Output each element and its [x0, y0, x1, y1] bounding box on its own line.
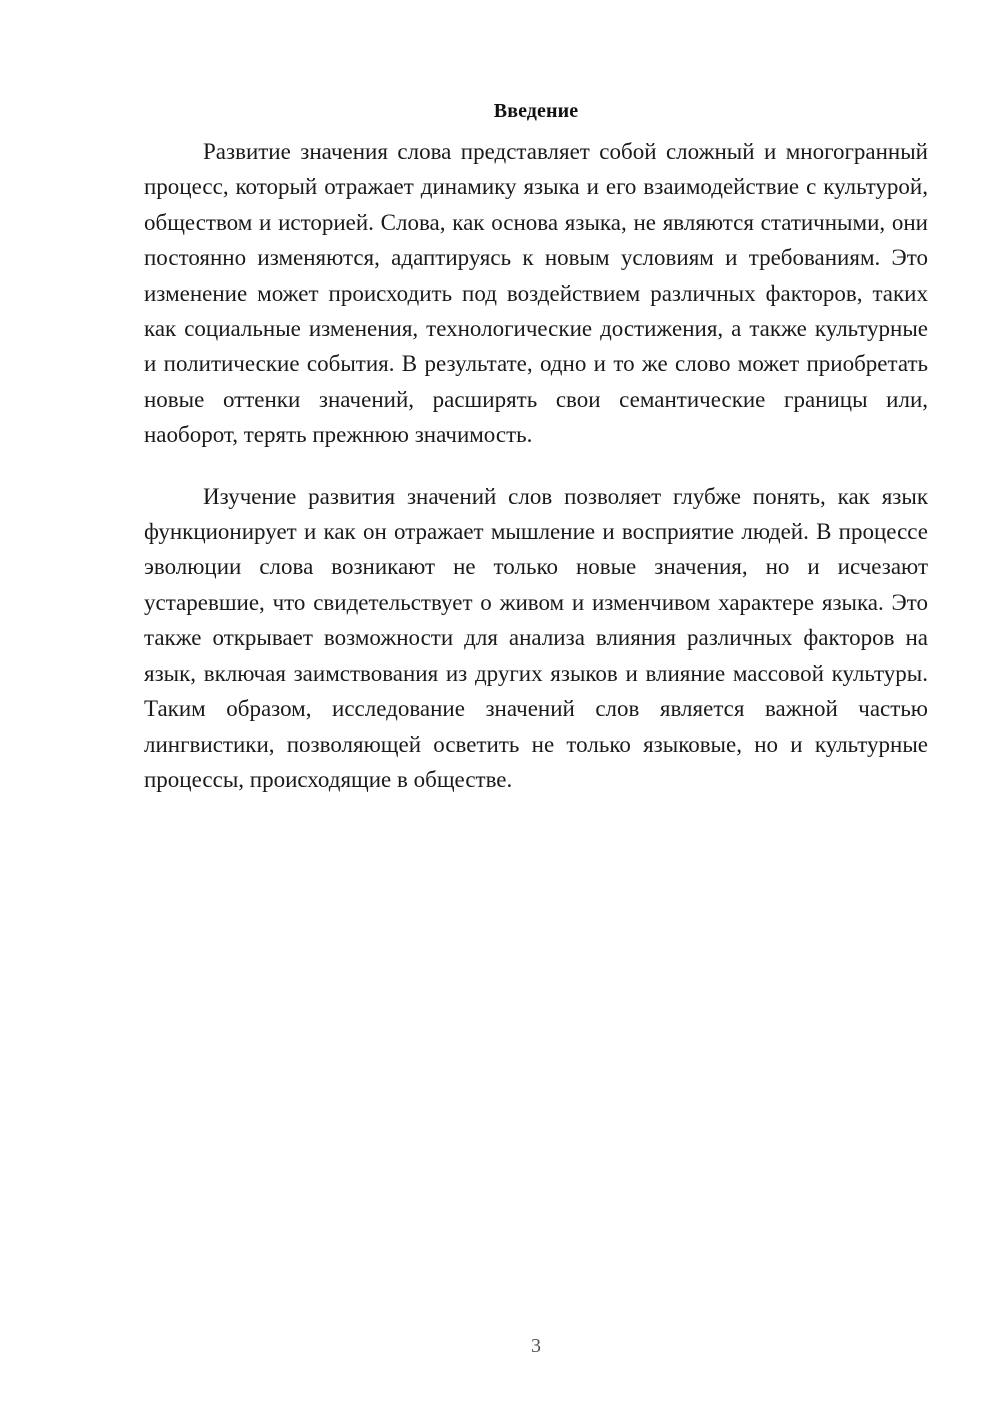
- paragraph-2: Изучение развития значений слов позволяет глубже понять, как язык функционирует и как он отражает мышление и восприятие людей. В процессе эволюции слова возникают не только новые значения, но и исчезают устаревшие, что свидетельствует о живом и изменчивом характере языка. Это также открывает возможности для анализа влияния различных факторов на язык, включая заимствования из других языков и влияние массовой культуры. Таким образом, исследование значений слов является важной частью лингвистики, позволяющей осветить не только языковые, но и культурные процессы, происходящие в обществе.: [144, 483, 928, 792]
- page-title: Введение: [493, 100, 579, 122]
- paragraph-1: Развитие значения слова представляет собой сложный и многогранный процесс, который отражает динамику языка и его взаимодействие с культурой, обществом и историей. Слова, как основа языка, не являются статичными, они постоянно изменяются, адаптируясь к новым условиям и требованиям. Это изменение может происходить под воздействием различных факторов, таких как социальные изменения, технологические достижения, а также культурные и политические события. В результате, одно и то же слово может приобретать новые оттенки значений, расширять свои семантические границы или, наоборот, терять прежнюю значимость.: [144, 139, 928, 448]
- page-content: [144, 94, 928, 797]
- page-number: 3: [531, 1335, 541, 1357]
